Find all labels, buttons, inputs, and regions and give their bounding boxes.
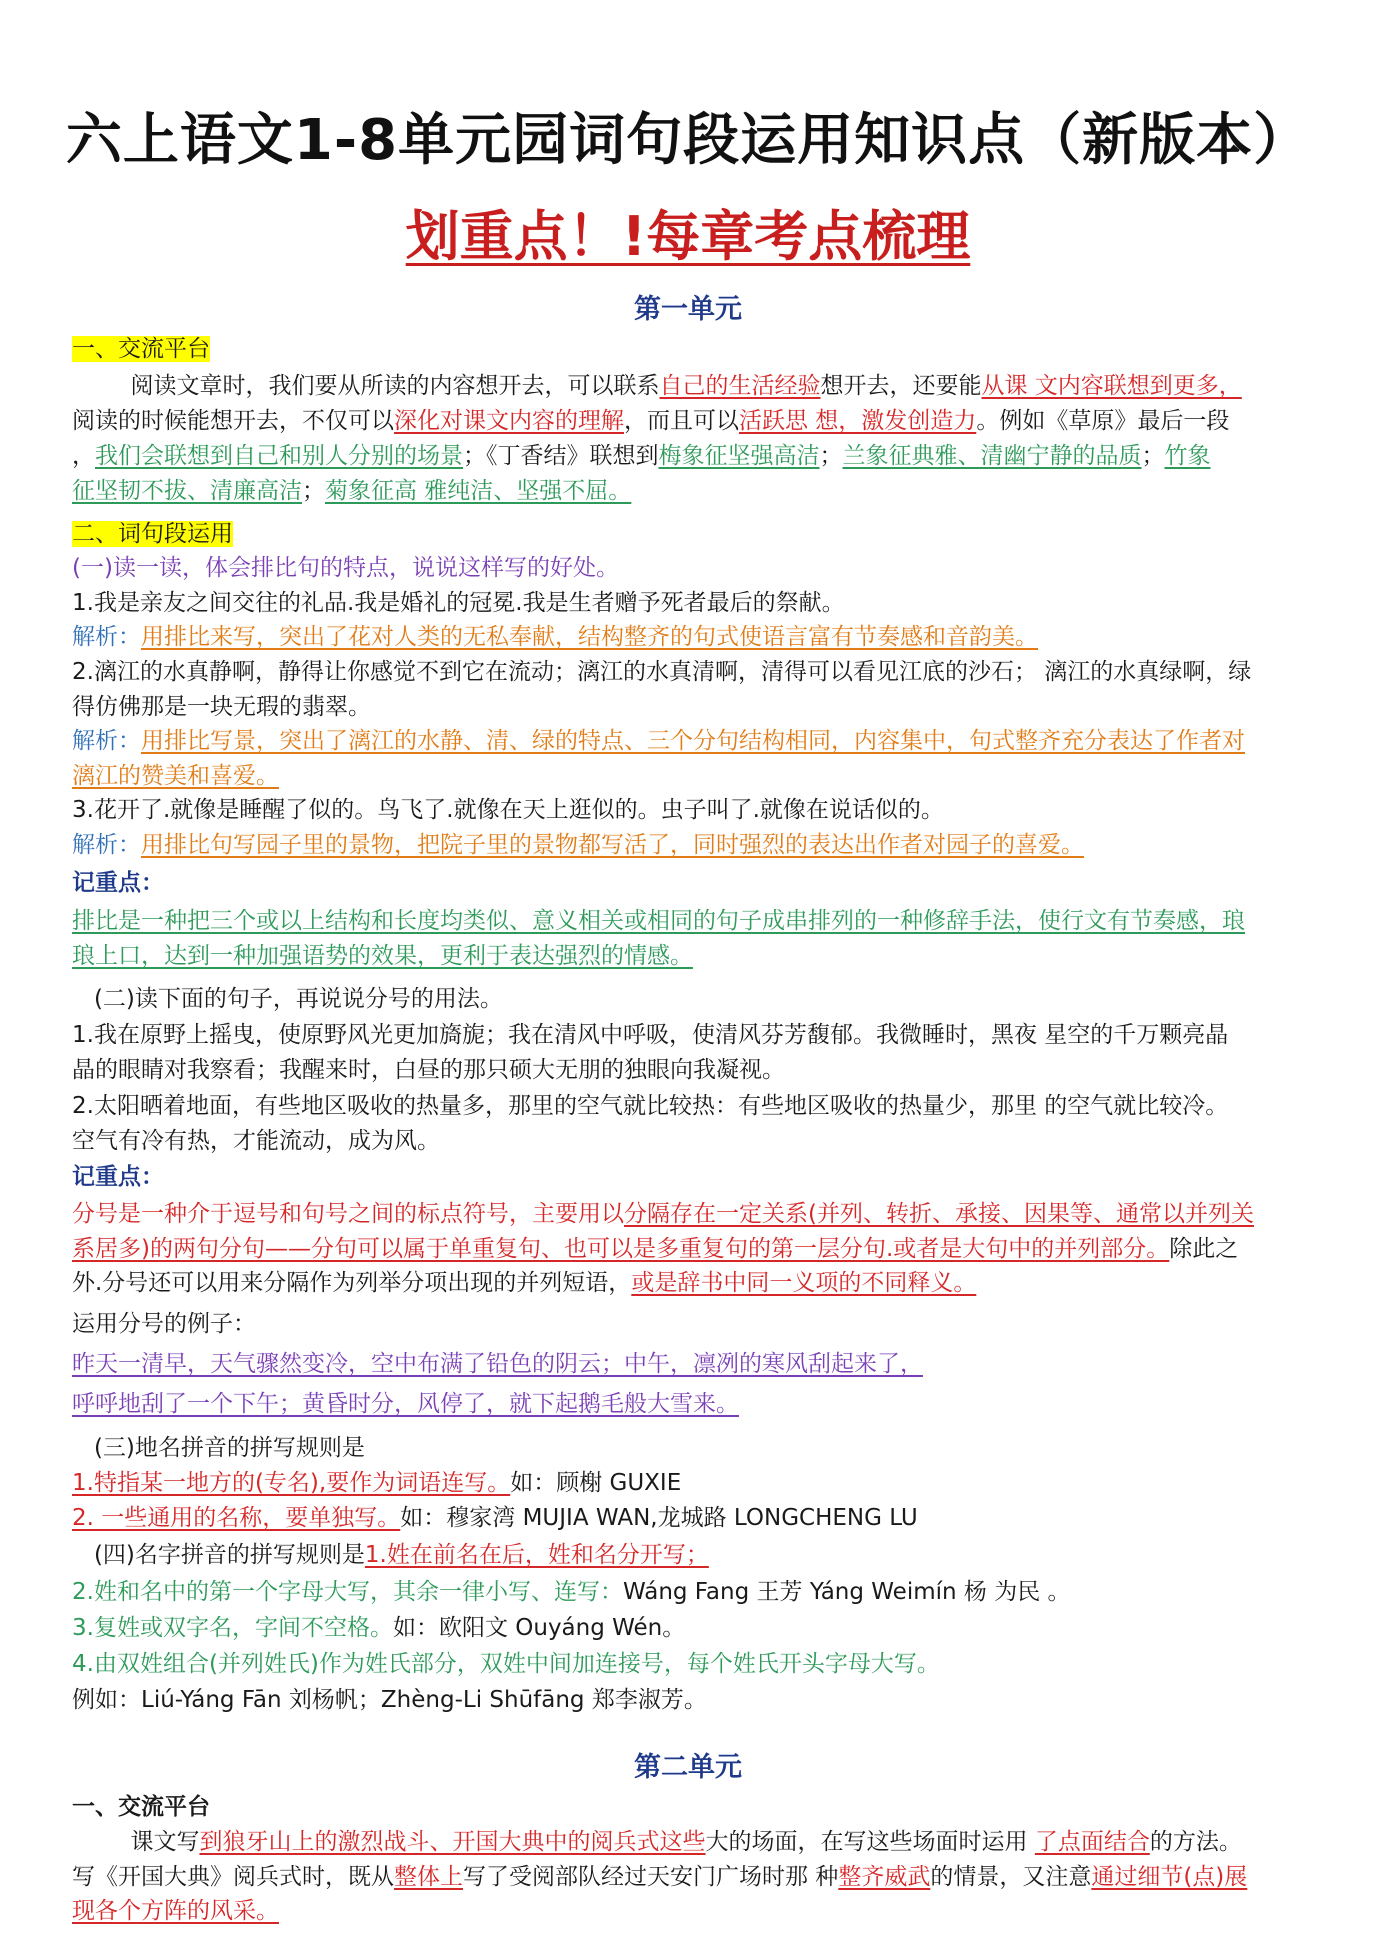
unit1-key-label-1: 记重点： [72,870,164,896]
unit1-para1-line3: ，我们会联想到自己和别人分别的场景；《丁香结》联想到梅象征坚强高洁；兰象征典雅、清幽宁静的品质；竹象 [72,443,1211,469]
unit1-analysis1: 解析：用排比来写，突出了花对人类的无私奉献，结构整齐的句式使语言富有节奏感和音韵美。 [72,624,1038,650]
unit1-question1: (一)读一读，体会排比句的特点，说说这样写的好处。 [72,555,619,581]
unit2-section1-title: 一、交流平台 [72,1794,210,1820]
unit1-usage-line1: 昨天一清早，天气骤然变冷，空中布满了铅色的阴云；中午，凛冽的寒风刮起来了， [72,1351,923,1377]
unit1-name-example: 例如：Liú-Yáng Fān 刘杨帆；Zhèng-Li Shūfāng 郑李淑芳。 [72,1687,707,1713]
unit1-key2-line2: 系居多)的两句分句——分句可以属于单重复句、也可以是多重复句的第一层分句.或者是大句中的并列部分。除此之 [72,1236,1239,1262]
unit1-usage-line2: 呼呼地刮了一个下午；黄昏时分，风停了，就下起鹅毛般大雪来。 [72,1391,739,1417]
unit1-analysis3: 解析：用排比句写园子里的景物，把院子里的景物都写活了，同时强烈的表达出作者对园子的喜爱。 [72,832,1084,858]
unit2-para1-line2: 写《开国大典》阅兵式时，既从整体上写了受阅部队经过天安门广场时那 种整齐威武的情景，又注意通过细节(点)展 [72,1864,1248,1890]
unit1-sentence1: 1.我是亲友之间交往的礼品.我是婚礼的冠冕.我是生者赠予死者最后的祭献。 [72,590,845,616]
unit1-analysis2-line1: 解析：用排比写景，突出了漓江的水静、清、绿的特点、三个分句结构相同，内容集中，句式整齐充分表达了作者对 [72,728,1245,754]
unit1-name-rule2: 2.姓和名中的第一个字母大写，其余一律小写、连写：Wáng Fang 王芳 Yáng Weimín 杨 为民 。 [72,1579,1071,1605]
unit1-question3: (三)地名拼音的拼写规则是 [93,1435,365,1461]
page-title: 六上语文1-8单元园词句段运用知识点（新版本） [65,108,1311,173]
unit1-key2-line3: 外.分号还可以用来分隔作为列举分项出现的并列短语，或是辞书中同一义项的不同释义。 [72,1270,977,1296]
unit1-sentence3: 3.花开了.就像是睡醒了似的。鸟飞了.就像在天上逛似的。虫子叫了.就像在说话似的。 [72,797,944,823]
unit1-section2-title: 二、词句段运用 [72,521,233,547]
unit1-question4: (四)名字拼音的拼写规则是1.姓在前名在后，姓和名分开写； [93,1542,709,1568]
unit1-key1-line1: 排比是一种把三个或以上结构和长度均类似、意义相关或相同的句子成串排列的一种修辞手法，使行文有节奏感，琅 [72,908,1245,934]
unit1-name-rule3: 3.复姓或双字名，字间不空格。如：欧阳文 Ouyáng Wén。 [72,1615,686,1641]
unit1-place-rule1: 1.特指某一地方的(专名),要作为词语连写。如：顾榭 GUXIE [72,1470,682,1496]
unit1-para1-line2: 阅读的时候能想开去，不仅可以深化对课文内容的理解，而且可以活跃思 想，激发创造力。例如《草原》最后一段 [72,408,1230,434]
unit1-analysis2-line2: 漓江的赞美和喜爱。 [72,763,279,789]
unit1-semicolon-usage-label: 运用分号的例子： [72,1311,256,1337]
unit1-semicolon-ex1-line2: 晶的眼睛对我察看；我醒来时，白昼的那只硕大无朋的独眼向我凝视。 [72,1057,785,1083]
unit1-semicolon-ex2-line1: 2.太阳晒着地面，有些地区吸收的热量多，那里的空气就比较热：有些地区吸收的热量少，那里 的空气就比较冷。 [72,1093,1229,1119]
unit1-section1-title: 一、交流平台 [72,336,210,362]
unit1-key1-line2: 琅上口，达到一种加强语势的效果，更利于表达强烈的情感。 [72,943,693,969]
page-subtitle: 划重点！!每章考点梳理 [405,205,971,268]
unit2-heading: 第二单元 [634,1752,742,1783]
unit1-para1-line1: 阅读文章时，我们要从所读的内容想开去，可以联系自己的生活经验想开去，还要能从课 文内容联想到更多， [130,373,1242,399]
unit1-semicolon-ex1-line1: 1.我在原野上摇曳，使原野风光更加旖旎；我在清风中呼吸，使清风芬芳馥郁。我微睡时，黑夜 星空的千万颗亮晶 [72,1022,1229,1048]
unit1-heading: 第一单元 [634,294,742,325]
unit2-para1-line3: 现各个方阵的风采。 [72,1898,279,1924]
unit1-key2-line1: 分号是一种介于逗号和句号之间的标点符号，主要用以分隔存在一定关系(并列、转折、承接、因果等、通常以并列关 [72,1201,1254,1227]
unit1-sentence2-line1: 2.漓江的水真静啊，静得让你感觉不到它在流动；漓江的水真清啊，清得可以看见江底的沙石； 漓江的水真绿啊，绿 [72,659,1252,685]
unit1-place-rule2: 2. 一些通用的名称，要单独写。如：穆家湾 MUJIA WAN,龙城路 LONGCHENG LU [72,1505,918,1531]
unit1-semicolon-ex2-line2: 空气有冷有热，才能流动，成为风。 [72,1128,440,1154]
unit1-para1-line4: 征坚韧不拔、清廉高洁；菊象征高 雅纯洁、坚强不屈。 [72,478,632,504]
unit1-sentence2-line2: 得仿佛那是一块无瑕的翡翠。 [72,694,371,720]
unit1-name-rule4: 4.由双姓组合(并列姓氏)作为姓氏部分，双姓中间加连接号，每个姓氏开头字母大写。 [72,1651,940,1677]
unit2-para1-line1: 课文写到狼牙山上的激烈战斗、开国大典中的阅兵式这些大的场面，在写这些场面时运用 了点面结合的方法。 [130,1829,1242,1855]
unit1-key-label-2: 记重点： [72,1164,164,1190]
unit1-question2: (二)读下面的句子，再说说分号的用法。 [93,986,503,1012]
